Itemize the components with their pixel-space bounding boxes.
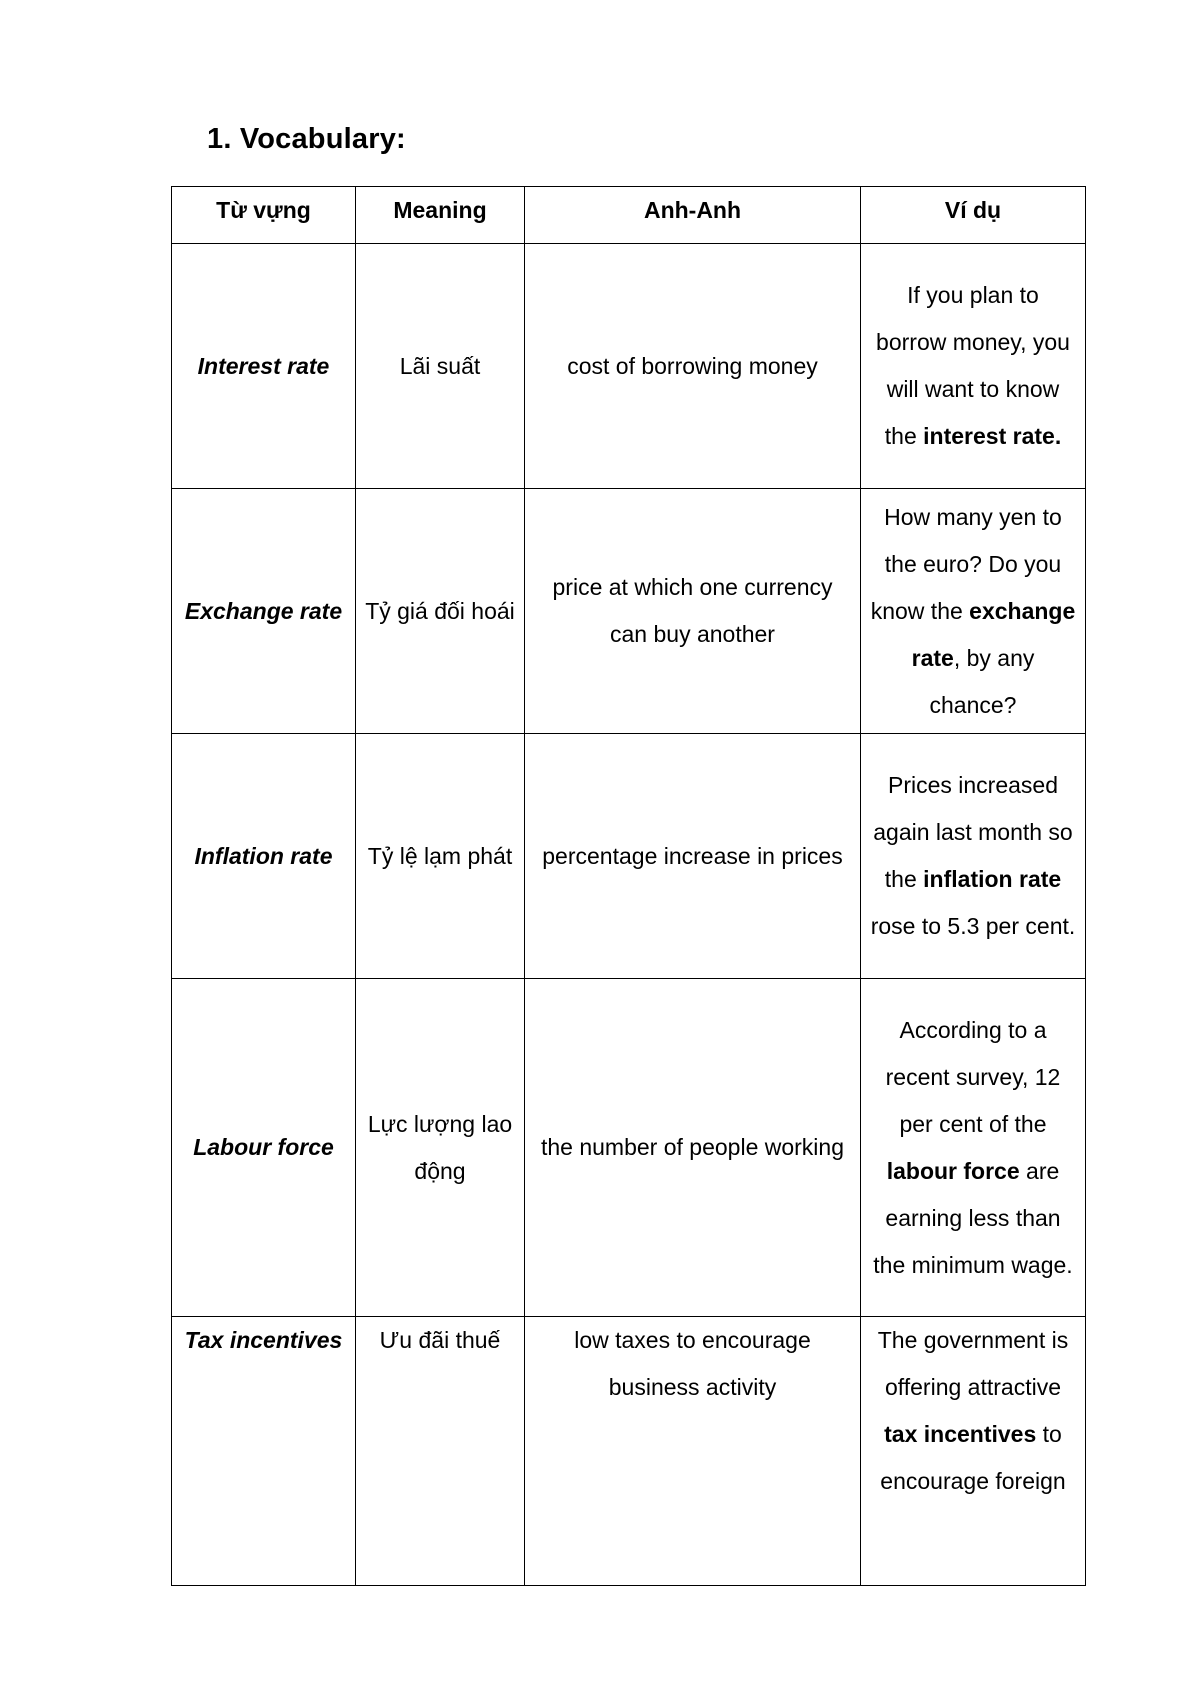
definition-cell: price at which one currency can buy another bbox=[525, 489, 861, 734]
term-cell: Exchange rate bbox=[172, 489, 356, 734]
table-row bbox=[172, 979, 1086, 1317]
example-highlight: inflation rate bbox=[923, 866, 1062, 892]
table-row bbox=[172, 734, 1086, 979]
example-cell bbox=[861, 734, 1086, 979]
example-text: How many yen to the euro? Do you know the bbox=[870, 503, 1062, 624]
example-highlight: interest rate. bbox=[923, 423, 1062, 449]
example-text: to encourage foreign bbox=[880, 1421, 1066, 1494]
example-highlight: labour force bbox=[886, 1157, 1020, 1184]
example-text: , by any chance? bbox=[929, 644, 1035, 718]
table-row bbox=[172, 244, 1086, 489]
meaning-cell: Lãi suất bbox=[356, 244, 525, 489]
example-text: Prices increased again last month so the bbox=[873, 772, 1073, 892]
example-text: According to a recent survey, 12 per cent of the bbox=[885, 1016, 1061, 1137]
example-text: rose to 5.3 per cent. bbox=[870, 913, 1076, 939]
meaning-cell: Ưu đãi thuế bbox=[356, 1317, 525, 1586]
example-cell bbox=[861, 979, 1086, 1317]
term-cell: Labour force bbox=[172, 979, 356, 1317]
header-example: Ví dụ bbox=[861, 187, 1086, 244]
example-cell bbox=[861, 244, 1086, 489]
header-term: Từ vựng bbox=[172, 187, 356, 244]
example-text: The government is offering attractive bbox=[877, 1327, 1069, 1400]
example-cell bbox=[861, 489, 1086, 734]
vocabulary-table bbox=[171, 186, 1086, 1586]
example-highlight: exchange rate bbox=[911, 597, 1076, 671]
example-text: are earning less than the minimum wage. bbox=[873, 1157, 1073, 1278]
header-meaning: Meaning bbox=[356, 187, 525, 244]
term-cell: Tax incentives bbox=[172, 1317, 356, 1586]
example-highlight: tax incentives bbox=[884, 1421, 1037, 1447]
meaning-cell: Tỷ giá đối hoái bbox=[356, 489, 525, 734]
meaning-cell: Lực lượng lao động bbox=[356, 979, 525, 1317]
example-cell bbox=[861, 1317, 1086, 1586]
table-row bbox=[172, 1317, 1086, 1586]
term-cell: Interest rate bbox=[172, 244, 356, 489]
example-text: If you plan to borrow money, you will want to know the bbox=[876, 282, 1070, 449]
definition-cell: low taxes to encourage business activity bbox=[525, 1317, 861, 1586]
meaning-cell: Tỷ lệ lạm phát bbox=[356, 734, 525, 979]
table-header-row bbox=[172, 187, 1086, 244]
definition-cell: the number of people working bbox=[525, 979, 861, 1317]
definition-cell: cost of borrowing money bbox=[525, 244, 861, 489]
table-row bbox=[172, 489, 1086, 734]
term-cell: Inflation rate bbox=[172, 734, 356, 979]
definition-cell: percentage increase in prices bbox=[525, 734, 861, 979]
header-definition: Anh-Anh bbox=[525, 187, 861, 244]
section-heading: 1. Vocabulary: bbox=[207, 123, 406, 155]
